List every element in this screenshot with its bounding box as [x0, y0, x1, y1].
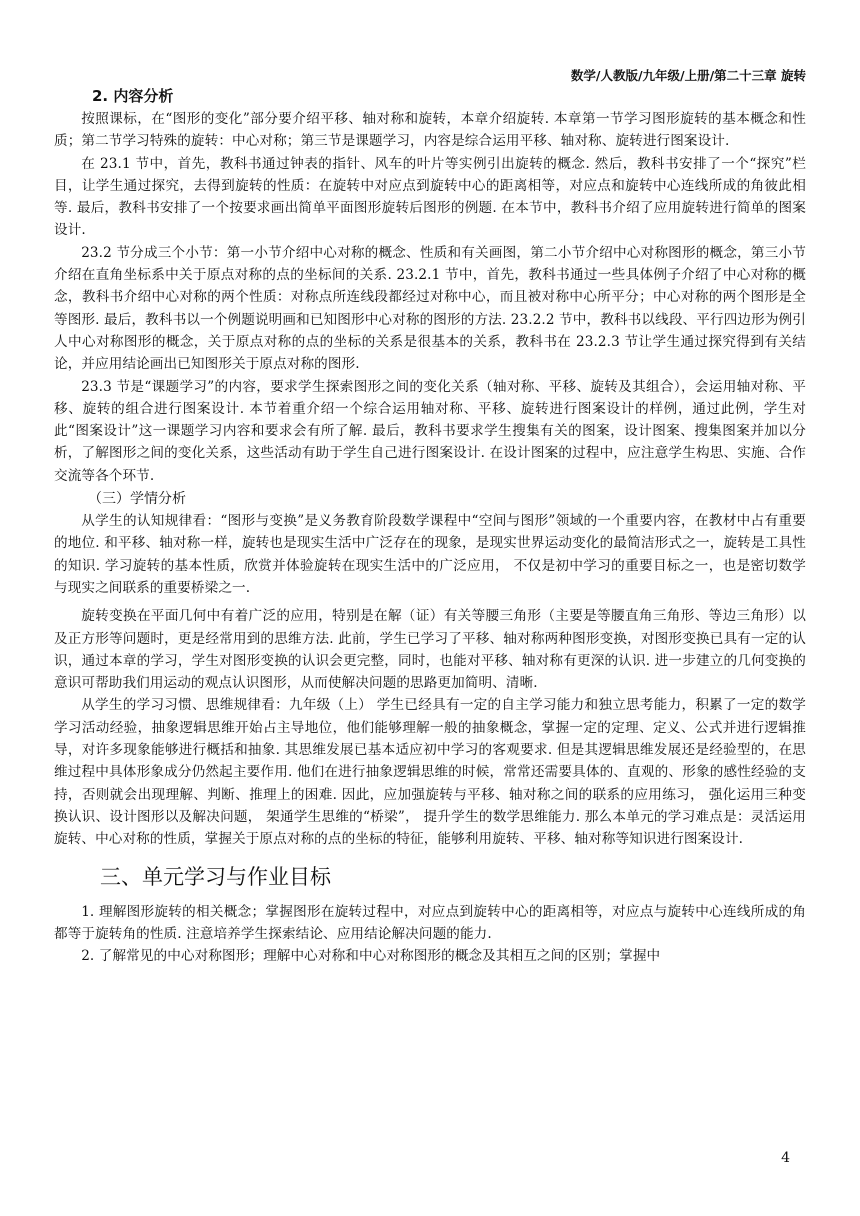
page-content: [54, 86, 806, 967]
paragraph: 23.3 节是“课题学习”的内容，要求学生探索图形之间的变化关系（轴对称、平移、旋转及其组合），会运用轴对称、平移、旋转的组合进行图案设计. 本节着重介绍一个综合运用轴对称、平移、旋转进行图案设计的样例，通过此例，学生对此“图案设计”这一课题学习内容和要求会有所了解. 最后，教科书要求学生搜集有关的图案，设计图案、搜集图案并加以分析，了解图形之间的变化关系，这些活动有助于学生自己进行图案设计. 在设计图案的过程中，应注意学生构思、实施、合作交流等各个环节.: [54, 378, 806, 484]
paragraph: 按照课标，在“图形的变化”部分要介绍平移、轴对称和旋转，本章介绍旋转. 本章第一节学习图形旋转的基本概念和性质；第二节学习特殊的旋转：中心对称；第三节是课题学习，内容是综合运用平移、轴对称、旋转进行图案设计.: [54, 111, 806, 150]
heading-content-analysis: 2. 内容分析: [92, 87, 174, 105]
paragraph: 从学生的认知规律看：“图形与变换”是义务教育阶段数学课程中“空间与图形”领域的一个重要内容，在教材中占有重要的地位. 和平移、轴对称一样，旋转也是现实生活中广泛存在的现象，是现实世界运动变化的最简洁形式之一，旋转是工具性的知识. 学习旋转的基本性质，欣赏并体验旋转在现实生活中的广泛应用， 不仅是初中学习的重要目标之一，也是密切数学与现实之间联系的重要桥梁之一.: [54, 513, 806, 596]
running-header: 数学/人教版/九年级/上册/第二十三章 旋转: [570, 68, 806, 83]
paragraph: 1. 理解图形旋转的相关概念；掌握图形在旋转过程中，对应点到旋转中心的距离相等，对应点与旋转中心连线所成的角都等于旋转角的性质. 注意培养学生探索结论、应用结论解决问题的能力.: [54, 903, 806, 942]
heading-unit-goals: 三、单元学习与作业目标: [100, 864, 331, 889]
paragraph: 旋转变换在平面几何中有着广泛的应用，特别是在解（证）有关等腰三角形（主要是等腰直角三角形、等边三角形）以及正方形等问题时，更是经常用到的思维方法. 此前，学生已学习了平移、轴对称两种图形变换，对图形变换已具有一定的认识，通过本章的学习，学生对图形变换的认识会更完整，同时，也能对平移、轴对称有更深的认识. 进一步建立的几何变换的意识可帮助我们用运动的观点认识图形，从而使解决问题的思路更加简明、清晰.: [54, 608, 806, 692]
paragraph: 23.2 节分成三个小节：第一小节介绍中心对称的概念、性质和有关画图，第二小节介绍中心对称图形的概念，第三小节介绍在直角坐标系中关于原点对称的点的坐标间的关系. 23.2.1 节中，首先，教科书通过一些具体例子介绍了中心对称的概念，教科书介绍中心对称的两个性质：对称点所连线段都经过对称中心，而且被对称中心所平分；中心对称的两个图形是全等图形. 最后，教科书以一个例题说明画和已知图形中心对称的图形的方法. 23.2.2 节中，教科书以线段、平行四边形为例引人中心对称图形的概念，关于原点对称的点的坐标的关系是很基本的关系，教科书在 23.2.3 节让学生通过探究得到有关结论，并应用结论画出已知图形关于原点对称的图形.: [54, 244, 806, 373]
paragraph: 从学生的学习习惯、思维规律看：九年级（上） 学生已经具有一定的自主学习能力和独立思考能力，积累了一定的数学学习活动经验，抽象逻辑思维开始占主导地位，他们能够理解一般的抽象概念，掌握一定的定理、定义、公式并进行逻辑推导，对许多现象能够进行概括和抽象. 其思维发展已基本适应初中学习的客观要求. 但是其逻辑思维发展还是经验型的，在思维过程中具体形象成分仍然起主要作用. 他们在进行抽象逻辑思维的时候，常常还需要具体的、直观的、形象的感性经验的支持，否则就会出现理解、判断、推理上的困难. 因此，应加强旋转与平移、轴对称之间的联系的应用练习， 强化运用三种变换认识、设计图形以及解决问题， 架通学生思维的“桥梁”， 提升学生的数学思维能力. 那么本单元的学习难点是：灵活运用旋转、中心对称的性质，掌握关于原点对称的点的坐标的特征，能够利用旋转、平移、轴对称等知识进行图案设计.: [54, 697, 806, 848]
page-number: 4: [781, 1150, 790, 1166]
heading-student-analysis: （三）学情分析: [88, 491, 186, 508]
paragraph: 2. 了解常见的中心对称图形；理解中心对称和中心对称图形的概念及其相互之间的区别；掌握中: [81, 948, 661, 965]
paragraph: 在 23.1 节中，首先，教科书通过钟表的指针、风车的叶片等实例引出旋转的概念. 然后，教科书安排了一个“探究”栏目，让学生通过探究，去得到旋转的性质：在旋转中对应点到旋转中心的距离相等，对应点和旋转中心连线所成的角彼此相等. 最后，教科书安排了一个按要求画出简单平面图形旋转后图形的例题. 在本节中，教科书介绍了应用旋转进行简单的图案设计.: [54, 155, 806, 239]
